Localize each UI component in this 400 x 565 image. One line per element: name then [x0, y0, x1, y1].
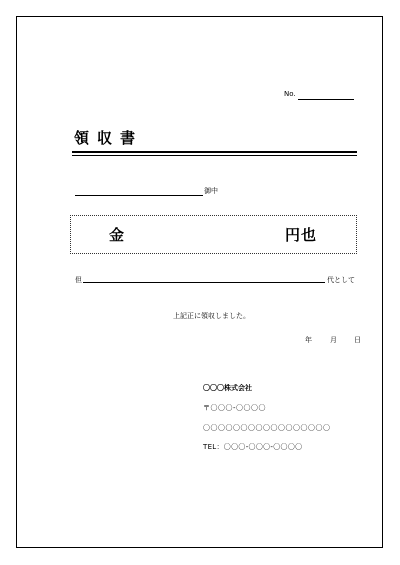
issuer-postal-code: 〒〇〇〇-〇〇〇〇 [203, 404, 267, 412]
issuer-address: 〇〇〇〇〇〇〇〇〇〇〇〇〇〇〇〇〇 [203, 424, 331, 432]
addressee-suffix: 御中 [204, 187, 218, 195]
title-rule-thick [72, 151, 357, 153]
issuer-telephone: TEL：〇〇〇-〇〇〇-〇〇〇〇 [203, 443, 303, 451]
date-day-label: 日 [354, 336, 361, 344]
receipt-title: 領収書 [74, 129, 144, 147]
receipt-number-line [298, 99, 354, 100]
receipt-page [16, 16, 383, 548]
confirmation-text: 上記正に領収しました。 [173, 312, 250, 320]
amount-prefix: 金 [109, 226, 125, 244]
amount-suffix: 円也 [285, 226, 318, 244]
addressee-line [75, 195, 203, 196]
title-rule-thin [72, 155, 357, 156]
issuer-company: 〇〇〇株式会社 [203, 384, 252, 392]
date-year-label: 年 [305, 336, 312, 344]
proviso-suffix: 代として [327, 276, 355, 284]
date-month-label: 月 [330, 336, 337, 344]
receipt-number-label: No. [284, 90, 296, 98]
proviso-prefix: 但 [75, 276, 82, 284]
proviso-line [83, 282, 325, 283]
